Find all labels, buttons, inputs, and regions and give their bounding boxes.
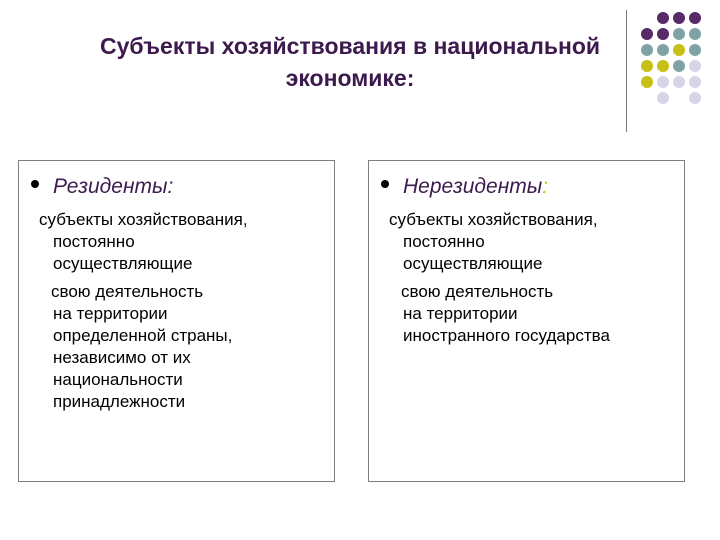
- definition-line: осуществляющие: [53, 254, 193, 273]
- nonresidents-heading-text: Нерезиденты: [403, 175, 543, 198]
- definition-line: принадлежности: [53, 392, 186, 411]
- definition-line: свою деятельность: [401, 282, 554, 301]
- decorative-dot: [689, 92, 701, 104]
- slide-title: [20, 30, 680, 94]
- residents-definition: [19, 209, 319, 413]
- slide-title-line-2: экономике:: [285, 65, 415, 91]
- definition-line: субъекты хозяйствования,: [39, 210, 248, 229]
- decorative-dot: [689, 60, 701, 72]
- definition-line: национальности: [53, 370, 183, 389]
- decorative-dot: [673, 12, 685, 24]
- definition-line: иностранного государства: [403, 326, 610, 345]
- definition-line: независимо от их: [53, 348, 191, 367]
- decorative-divider-line: [626, 10, 627, 132]
- residents-heading-colon: :: [167, 175, 174, 198]
- definition-line: на территории: [53, 304, 168, 323]
- decorative-dot: [689, 28, 701, 40]
- definition-line: определенной страны,: [53, 326, 233, 345]
- bullet-icon: [31, 180, 39, 188]
- definition-line: субъекты хозяйствования,: [389, 210, 598, 229]
- definition-line: постоянно: [403, 232, 485, 251]
- nonresidents-box: [368, 160, 685, 482]
- definition-line: постоянно: [53, 232, 135, 251]
- decorative-dot: [689, 12, 701, 24]
- residents-box: [18, 160, 335, 482]
- bullet-icon: [381, 180, 389, 188]
- decorative-dot: [657, 12, 669, 24]
- definition-line: осуществляющие: [403, 254, 543, 273]
- residents-heading-text: Резиденты: [53, 175, 168, 198]
- decorative-dot: [689, 76, 701, 88]
- nonresidents-heading-colon: :: [542, 175, 549, 198]
- decorative-dot: [689, 44, 701, 56]
- nonresidents-heading: [381, 175, 548, 199]
- definition-line: свою деятельность: [51, 282, 204, 301]
- definition-line: на территории: [403, 304, 518, 323]
- residents-heading: [31, 175, 173, 199]
- slide-title-line-1: Субъекты хозяйствования в национальной: [99, 33, 601, 59]
- nonresidents-definition: [369, 209, 669, 347]
